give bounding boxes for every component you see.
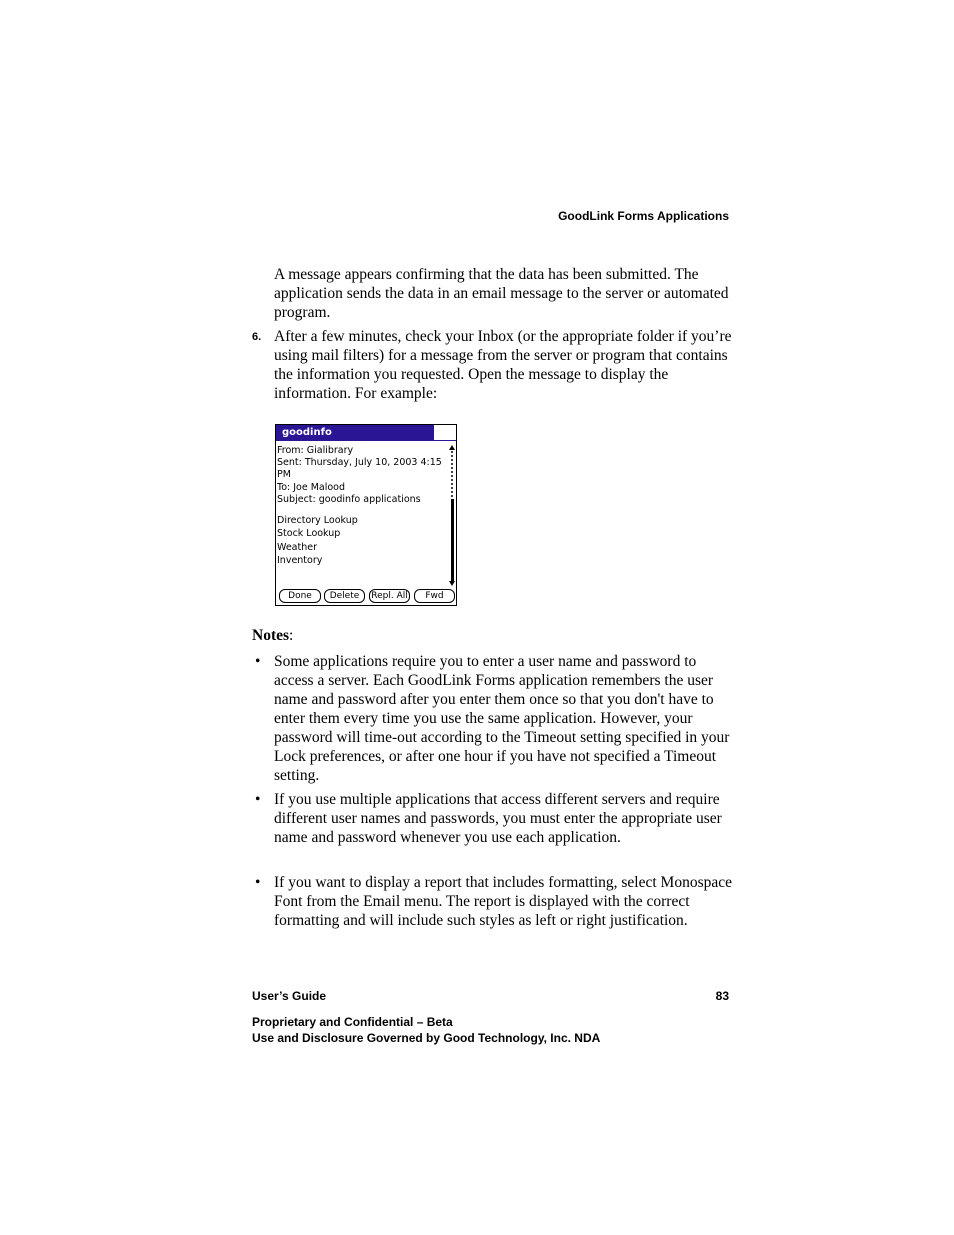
footer-guide-title: User’s Guide bbox=[252, 989, 327, 1003]
bullet-icon: • bbox=[255, 874, 261, 891]
scroll-track[interactable] bbox=[451, 451, 454, 497]
title-bar-underline bbox=[434, 440, 456, 441]
scroll-up-arrow-icon[interactable] bbox=[449, 445, 455, 450]
note-item: If you use multiple applications that access different servers and require different user names and passwords, you must enter the appropriate user name and password whenever you use each application. bbox=[274, 791, 722, 846]
bullet-icon: • bbox=[255, 653, 261, 670]
bullet-icon: • bbox=[255, 791, 261, 808]
device-screenshot bbox=[275, 424, 457, 606]
notes-heading bbox=[252, 626, 293, 645]
running-header: GoodLink Forms Applications bbox=[558, 209, 729, 223]
delete-button[interactable]: Delete bbox=[324, 589, 365, 603]
disclosure-notice: Use and Disclosure Governed by Good Technology, Inc. NDA bbox=[252, 1031, 601, 1045]
forward-button[interactable]: Fwd bbox=[414, 589, 455, 603]
message-sent-cont: PM bbox=[277, 469, 291, 480]
scroll-thumb[interactable] bbox=[451, 499, 454, 581]
note-item: Some applications require you to enter a user name and password to access a server. Each GoodLink Forms application remembers the user name and password after you enter them once so that you don't have to enter them every time you use the same application. However, your password will time-out according to the Timeout setting specified in your Lock preferences, or after one hour if you have not specified a Timeout setting. bbox=[274, 653, 730, 784]
list-item[interactable]: Directory Lookup bbox=[277, 515, 358, 526]
list-item[interactable]: Weather bbox=[277, 542, 317, 553]
message-subject: Subject: goodinfo applications bbox=[277, 494, 421, 505]
scroll-down-arrow-icon[interactable] bbox=[449, 581, 455, 586]
confidential-notice: Proprietary and Confidential – Beta bbox=[252, 1015, 453, 1029]
list-item[interactable]: Stock Lookup bbox=[277, 528, 341, 539]
scrollbar[interactable] bbox=[448, 445, 456, 587]
step-number: 6. bbox=[252, 331, 262, 343]
device-title-bar bbox=[276, 425, 434, 441]
intro-paragraph: A message appears confirming that the data has been submitted. The application sends the data in an email message to the server or automated program. bbox=[274, 266, 729, 321]
notes-label: Notes bbox=[252, 627, 290, 644]
message-sent: Sent: Thursday, July 10, 2003 4:15 bbox=[277, 457, 442, 468]
reply-all-button[interactable]: Repl. All bbox=[369, 589, 410, 603]
notes-colon: : bbox=[289, 627, 294, 644]
message-to: To: Joe Malood bbox=[277, 482, 346, 493]
step-text: After a few minutes, check your Inbox (or the appropriate folder if you’re using mail filters) for a message from the server or program that contains the information you requested. Open the message to display the information. For example: bbox=[274, 328, 732, 402]
done-button[interactable]: Done bbox=[279, 589, 321, 603]
list-item[interactable]: Inventory bbox=[277, 555, 323, 566]
message-from: From: Gialibrary bbox=[277, 445, 354, 456]
page-number: 83 bbox=[715, 989, 729, 1003]
note-item: If you want to display a report that includes formatting, select Monospace Font from the Email menu. The report is displayed with the correct formatting and will include such styles as left or right justification. bbox=[274, 874, 732, 929]
device-title: goodinfo bbox=[282, 427, 332, 438]
